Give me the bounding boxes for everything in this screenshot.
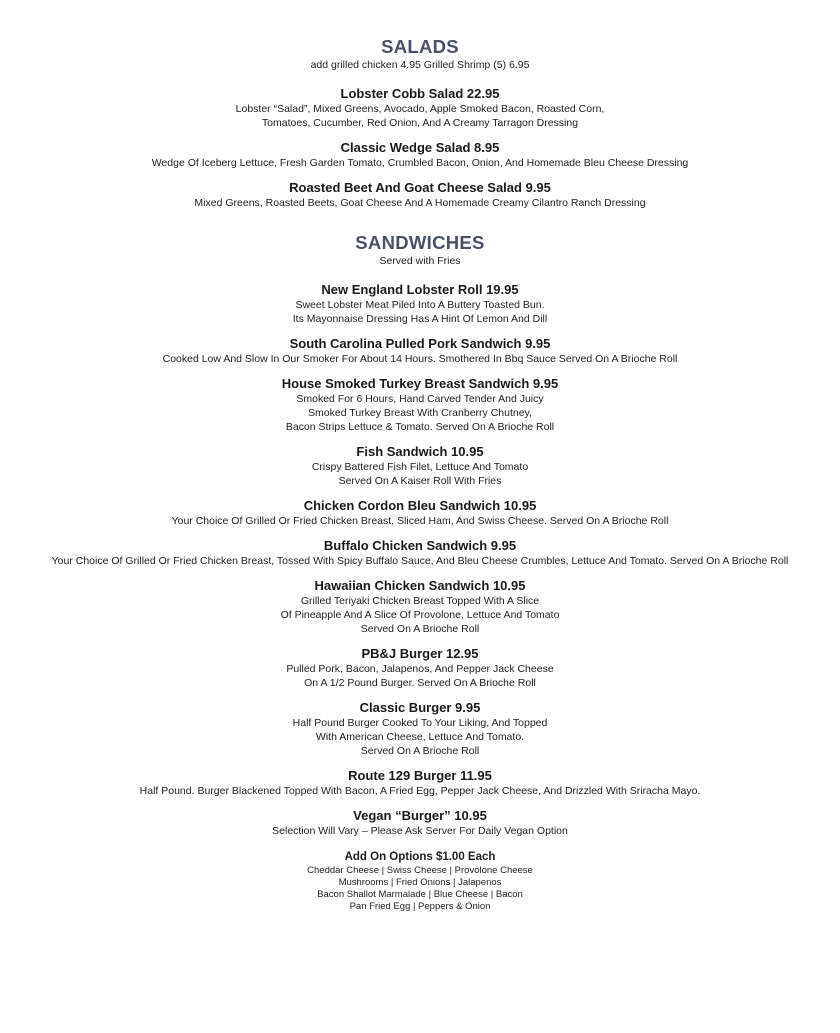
- menu-item-title: Classic Burger 9.95: [359, 700, 481, 715]
- salads-addon-note: add grilled chicken 4.95 Grilled Shrimp (5) 6.95: [310, 59, 530, 71]
- menu-item-title: Classic Wedge Salad 8.95: [340, 140, 500, 155]
- menu-item-title: Chicken Cordon Bleu Sandwich 10.95: [303, 498, 537, 513]
- menu-item-description: Of Pineapple And A Slice Of Provolone, Lettuce And Tomato: [280, 609, 560, 621]
- menu-item-title: South Carolina Pulled Pork Sandwich 9.95: [289, 336, 551, 351]
- menu-item-lobster-roll: [0, 282, 840, 326]
- menu-item-description: Your Choice Of Grilled Or Fried Chicken Breast, Tossed With Spicy Buffalo Sauce, And Bleu Cheese Crumbles, Lettuce And Tomato. Served On A Brioche Roll: [51, 555, 789, 567]
- menu-item-description: On A 1/2 Pound Burger. Served On A Brioche Roll: [304, 677, 536, 689]
- menu-item-title: Lobster Cobb Salad 22.95: [340, 86, 500, 101]
- menu-item-vegan-burger: [0, 808, 840, 838]
- menu-item-description: Half Pound. Burger Blackened Topped With Bacon, A Fried Egg, Pepper Jack Cheese, And Drizzled With Sriracha Mayo.: [139, 785, 701, 797]
- menu-item-description: Sweet Lobster Meat Piled Into A Buttery Toasted Bun.: [295, 299, 545, 311]
- menu-item-title: House Smoked Turkey Breast Sandwich 9.95: [281, 376, 559, 391]
- addon-options-line: Mushrooms | Fried Onions | Jalapenos: [338, 877, 502, 888]
- menu-item-fish-sandwich: [0, 444, 840, 488]
- menu-item-title: Hawaiian Chicken Sandwich 10.95: [314, 578, 526, 593]
- menu-item-description: Cooked Low And Slow In Our Smoker For About 14 Hours. Smothered In Bbq Sauce Served On A Brioche Roll: [162, 353, 678, 365]
- menu-item-turkey-sandwich: [0, 376, 840, 434]
- menu-item-description: Smoked For 6 Hours, Hand Carved Tender And Juicy: [296, 393, 544, 405]
- menu-item-route-129-burger: [0, 768, 840, 798]
- menu-item-title: Route 129 Burger 11.95: [348, 768, 492, 783]
- menu-item-description: Its Mayonnaise Dressing Has A Hint Of Lemon And Dill: [292, 313, 548, 325]
- menu-item-description: Served On A Kaiser Roll With Fries: [338, 475, 502, 487]
- menu-item-title: Vegan “Burger” 10.95: [353, 808, 487, 823]
- menu-item-classic-wedge-salad: [0, 140, 840, 170]
- salads-heading: SALADS: [381, 36, 459, 57]
- menu-item-description: Tomatoes, Cucumber, Red Onion, And A Creamy Tarragon Dressing: [261, 117, 579, 129]
- menu-item-description: Wedge Of Iceberg Lettuce, Fresh Garden Tomato, Crumbled Bacon, Onion, And Homemade Bleu Cheese Dressing: [151, 157, 689, 169]
- menu-item-buffalo-chicken: [0, 538, 840, 568]
- menu-item-pulled-pork-sandwich: [0, 336, 840, 366]
- menu-item-description: Served On A Brioche Roll: [360, 745, 480, 757]
- menu-item-description: Mixed Greens, Roasted Beets, Goat Cheese And A Homemade Creamy Cilantro Ranch Dressing: [194, 197, 646, 209]
- sandwiches-section: [0, 232, 840, 838]
- menu-item-description: Half Pound Burger Cooked To Your Liking, And Topped: [292, 717, 548, 729]
- addon-options-line: Bacon Shallot Marmalade | Blue Cheese | Bacon: [317, 889, 523, 900]
- addon-options-line: Pan Fried Egg | Peppers & Onion: [349, 901, 491, 912]
- menu-item-title: New England Lobster Roll 19.95: [321, 282, 519, 297]
- menu-item-description: Your Choice Of Grilled Or Fried Chicken Breast, Sliced Ham, And Swiss Cheese. Served On A Brioche Roll: [171, 515, 669, 527]
- menu-item-description: Grilled Teriyaki Chicken Breast Topped With A Slice: [300, 595, 540, 607]
- menu-item-title: Buffalo Chicken Sandwich 9.95: [323, 538, 517, 553]
- addon-options: [0, 850, 840, 913]
- menu-item-title: Fish Sandwich 10.95: [356, 444, 484, 459]
- addon-options-line: Cheddar Cheese | Swiss Cheese | Provolone Cheese: [307, 865, 533, 876]
- menu-item-description: Served On A Brioche Roll: [360, 623, 480, 635]
- sandwiches-heading: SANDWICHES: [355, 232, 485, 253]
- salads-section: [0, 36, 840, 210]
- menu-item-hawaiian-chicken: [0, 578, 840, 636]
- sandwiches-note: Served with Fries: [379, 255, 461, 267]
- menu-item-description: Crispy Battered Fish Filet, Lettuce And Tomato: [311, 461, 529, 473]
- menu-item-description: Smoked Turkey Breast With Cranberry Chutney,: [308, 407, 532, 419]
- menu-item-title: PB&J Burger 12.95: [361, 646, 479, 661]
- menu-item-pbj-burger: [0, 646, 840, 690]
- menu-item-lobster-cobb-salad: [0, 86, 840, 130]
- menu-item-description: Selection Will Vary – Please Ask Server For Daily Vegan Option: [272, 825, 568, 837]
- menu-item-description: Lobster “Salad”, Mixed Greens, Avocado, Apple Smoked Bacon, Roasted Corn,: [235, 103, 605, 115]
- addon-options-title: Add On Options $1.00 Each: [344, 851, 496, 863]
- menu-item-description: Pulled Pork, Bacon, Jalapenos, And Pepper Jack Cheese: [286, 663, 554, 675]
- menu-item-chicken-cordon-bleu: [0, 498, 840, 528]
- menu-item-description: With American Cheese, Lettuce And Tomato.: [315, 731, 525, 743]
- menu-item-classic-burger: [0, 700, 840, 758]
- menu-item-description: Bacon Strips Lettuce & Tomato. Served On A Brioche Roll: [285, 421, 555, 433]
- menu-item-roasted-beet-salad: [0, 180, 840, 210]
- menu-item-title: Roasted Beet And Goat Cheese Salad 9.95: [289, 180, 551, 195]
